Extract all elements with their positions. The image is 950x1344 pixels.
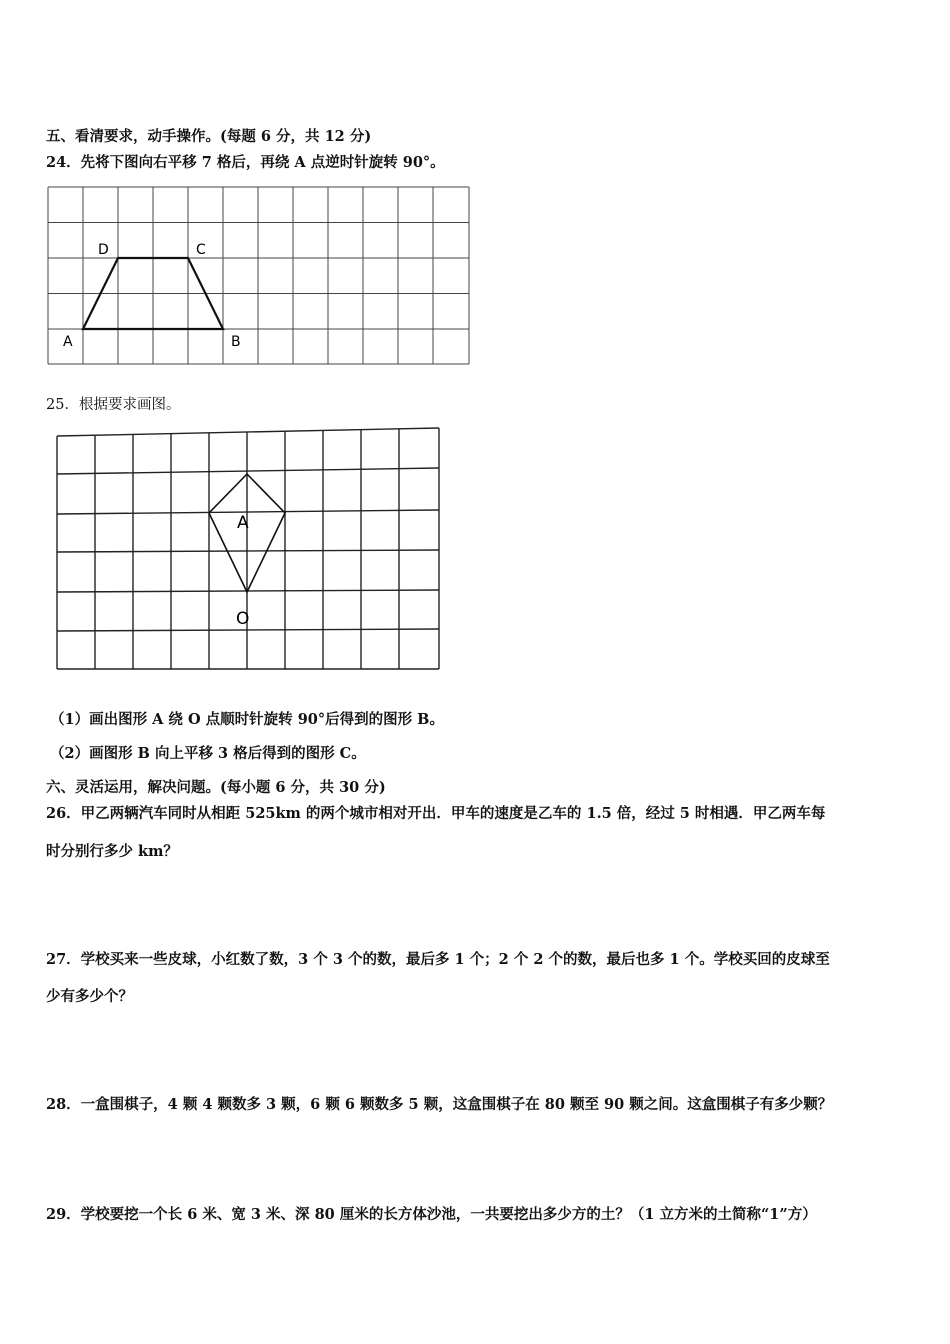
point-c-label: C [196,242,206,258]
question-29-text: 29．学校要挖一个长 6 米、宽 3 米、深 80 厘米的长方体沙池，一共要挖出多少方的土？（1 立方米的土简称“1”方） [46,1206,817,1223]
section-6-heading: 六、灵活运用，解决问题。(每小题 6 分，共 30 分) [46,779,386,796]
point-o-label: O [236,609,250,629]
question-26-line2: 时分别行多少 km？ [46,843,178,860]
question-25-sub1: （1）画出图形 A 绕 O 点顺时针旋转 90°后得到的图形 B。 [50,711,444,728]
question-24-text: 24．先将下图向右平移 7 格后，再绕 A 点逆时针旋转 90°。 [46,154,445,171]
question-25-text: 25．根据要求画图。 [46,397,181,413]
question-26-line1: 26．甲乙两辆汽车同时从相距 525km 的两个城市相对开出．甲车的速度是乙车的 1.5 倍，经过 5 时相遇．甲乙两车每 [46,805,826,822]
question-27-line2: 少有多少个？ [46,988,133,1005]
point-d-label: D [98,242,109,258]
question-28-text: 28．一盒围棋子，4 颗 4 颗数多 3 颗，6 颗 6 颗数多 5 颗，这盒围棋子在 80 颗至 90 颗之间。这盒围棋子有多少颗？ [46,1096,833,1113]
section-5-heading: 五、看清要求，动手操作。(每题 6 分，共 12 分) [46,128,372,145]
shape-a-label: A [237,513,249,533]
grid-lines [57,428,439,669]
point-b-label: B [231,334,241,350]
grid-lines [48,187,469,364]
question-27-line1: 27．学校买来一些皮球，小红数了数，3 个 3 个的数，最后多 1 个；2 个 2 个的数，最后也多 1 个。学校买回的皮球至 [46,951,830,968]
question-25-grid-figure [54,424,446,674]
question-25-sub2: （2）画图形 B 向上平移 3 格后得到的图形 C。 [50,745,366,762]
point-a-label: A [63,334,73,350]
question-24-grid-figure [46,185,472,367]
